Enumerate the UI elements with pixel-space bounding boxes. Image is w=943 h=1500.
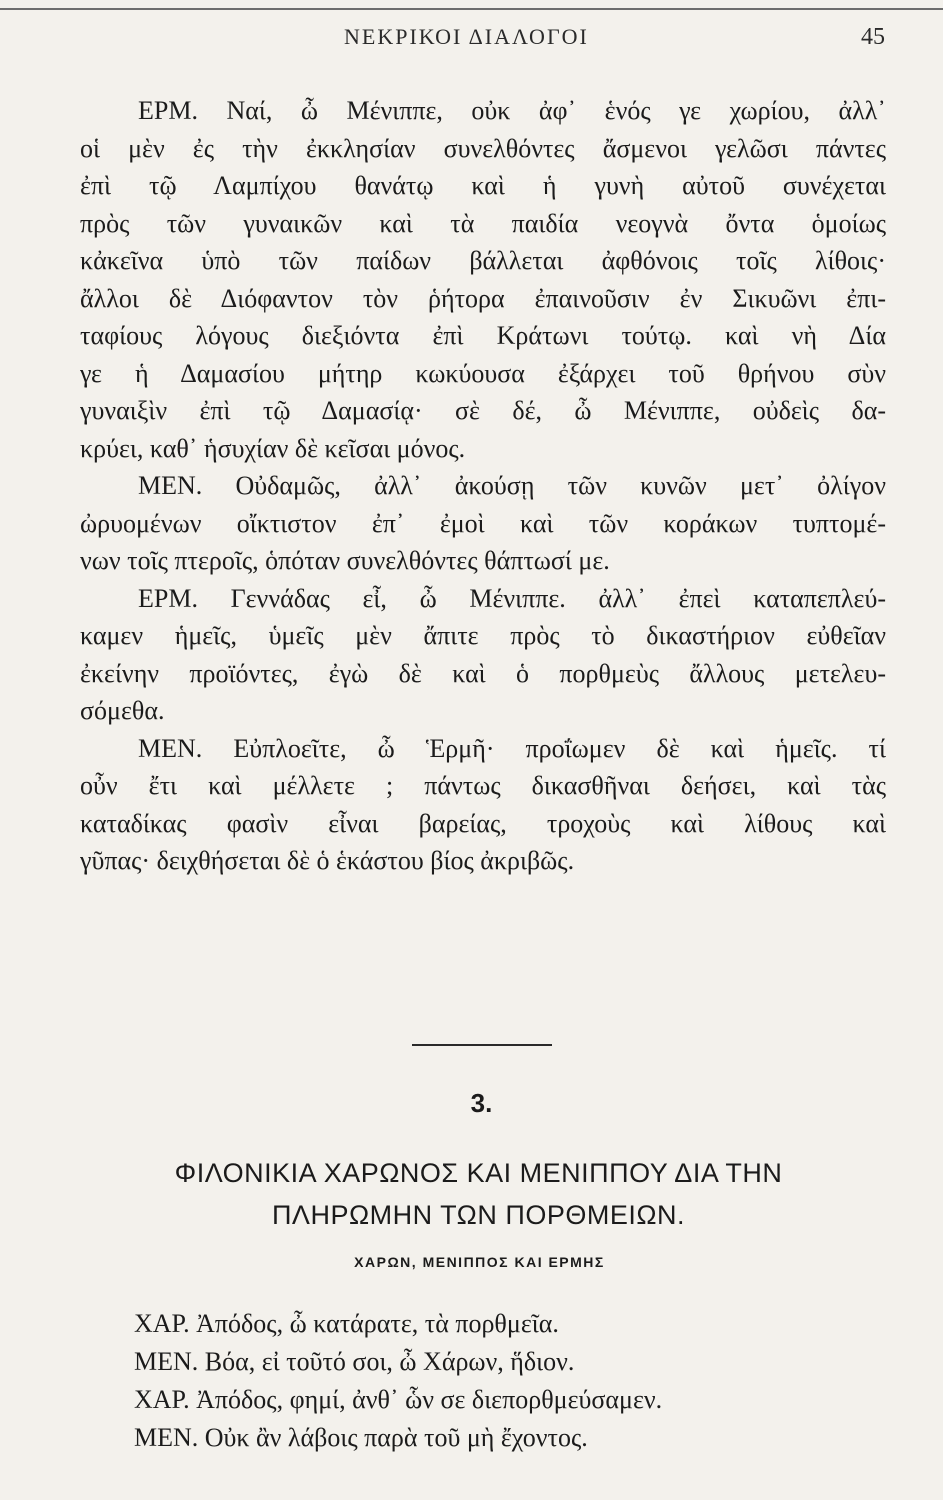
text-line: ὠρυομένων οἴκτιστον ἐπ᾽ ἐμοὶ καὶ τῶν κοράκων τυπτομέ- [80,508,886,538]
page-number: 45 [861,24,885,50]
section-title-line: ΦΙΛΟΝΙΚΙΑ ΧΑΡΩΝΟΣ ΚΑΙ ΜΕΝΙΠΠΟΥ ΔΙΑ ΤΗΝ [174,1158,783,1188]
section-separator [412,1044,552,1046]
dialogue-line: ΜΕΝ. Οὐκ ἂν λάβοις παρὰ τοῦ μὴ ἔχοντος. [134,1423,588,1452]
dialogue-line: ΧΑΡ. Ἀπόδος, ὦ κατάρατε, τὰ πορθμεῖα. [134,1309,559,1338]
text-line: κἀκεῖνα ὑπὸ τῶν παίδων βάλλεται ἀφθόνοις τοῖς λίθοις· [80,246,886,275]
text-line: ΜΕΝ. Εὐπλοεῖτε, ὦ Ἑρμῆ· προΐωμεν δὲ καὶ ἡμεῖς. τί [138,733,886,763]
section-number: 3. [470,1088,493,1118]
text-line: ἐπὶ τῷ Λαμπίχου θανάτῳ καὶ ἡ γυνὴ αὐτοῦ συνέχεται [80,171,886,200]
section-title-line: ΠΛΗΡΩΜΗΝ ΤΩΝ ΠΟΡΘΜΕΙΩΝ. [271,1200,686,1230]
section-title [0,1152,943,1236]
body-text [80,92,886,880]
text-line: πρὸς τῶν γυναικῶν καὶ τὰ παιδία νεογνὰ ὄντα ὁμοίως [80,208,886,238]
text-line: γῦπας· δειχθήσεται δὲ ὁ ἑκάστου βίος ἀκριβῶς. [80,846,575,875]
text-line: ΕΡΜ. Ναί, ὦ Μένιππε, οὐκ ἀφ᾽ ἑνός γε χωρίου, ἀλλ᾽ [138,96,886,125]
text-line: ΕΡΜ. Γεννάδας εἶ, ὦ Μένιππε. ἀλλ᾽ ἐπεὶ καταπεπλεύ- [138,583,886,613]
text-line: οὖν ἔτι καὶ μέλλετε ; πάντως δικασθῆναι δεήσει, καὶ τὰς [80,771,886,800]
top-rule [0,8,943,10]
text-line: ΜΕΝ. Οὐδαμῶς, ἀλλ᾽ ἀκούσῃ τῶν κυνῶν μετ᾽ ὀλίγον [138,471,886,500]
text-line: γυναιξὶν ἐπὶ τῷ Δαμασίᾳ· σὲ δέ, ὦ Μένιππε, οὐδεὶς δα- [80,396,886,425]
text-line: καμεν ἡμεῖς, ὑμεῖς μὲν ἄπιτε πρὸς τὸ δικαστήριον εὐθεῖαν [80,621,886,650]
text-line: καταδίκας φασὶν εἶναι βαρείας, τροχοὺς καὶ λίθους καὶ [80,808,886,838]
text-line: σόμεθα. [80,696,165,725]
dialogue-line: ΜΕΝ. Βόα, εἰ τοῦτό σοι, ὦ Χάρων, ἥδιον. [134,1347,575,1376]
text-line: κρύει, καθ᾽ ἡσυχίαν δὲ κεῖσαι μόνος. [80,433,466,463]
text-line: νων τοῖς πτεροῖς, ὁπόταν συνελθόντες θάπτωσί με. [80,546,610,575]
text-line: οἱ μὲν ἐς τὴν ἐκκλησίαν συνελθόντες ἄσμενοι γελῶσι πάντες [80,133,886,163]
dialogue-line: ΧΑΡ. Ἀπόδος, φημί, ἀνθ᾽ ὧν σε διεπορθμεύσαμεν. [134,1385,663,1414]
text-line: ἄλλοι δὲ Διόφαντον τὸν ῥήτορα ἐπαινοῦσιν ἐν Σικυῶνι ἐπι- [80,283,886,313]
dramatis-personae: ΧΑΡΩΝ, ΜΕΝΙΠΠΟΣ ΚΑΙ ΕΡΜΗΣ [354,1254,605,1270]
text-line: ἐκείνην προϊόντες, ἐγὼ δὲ καὶ ὁ πορθμεὺς ἄλλους μετελευ- [80,658,886,688]
running-head [0,24,943,56]
dialogue [134,1305,894,1457]
running-title: ΝΕΚΡΙΚΟΙ ΔΙΑΛΟΓΟΙ [344,24,589,49]
text-line: γε ἡ Δαμασίου μήτηρ κωκύουσα ἐξάρχει τοῦ θρήνου σὺν [80,358,886,388]
text-line: ταφίους λόγους διεξιόντα ἐπὶ Κράτωνι τούτῳ. καὶ νὴ Δία [80,321,886,350]
